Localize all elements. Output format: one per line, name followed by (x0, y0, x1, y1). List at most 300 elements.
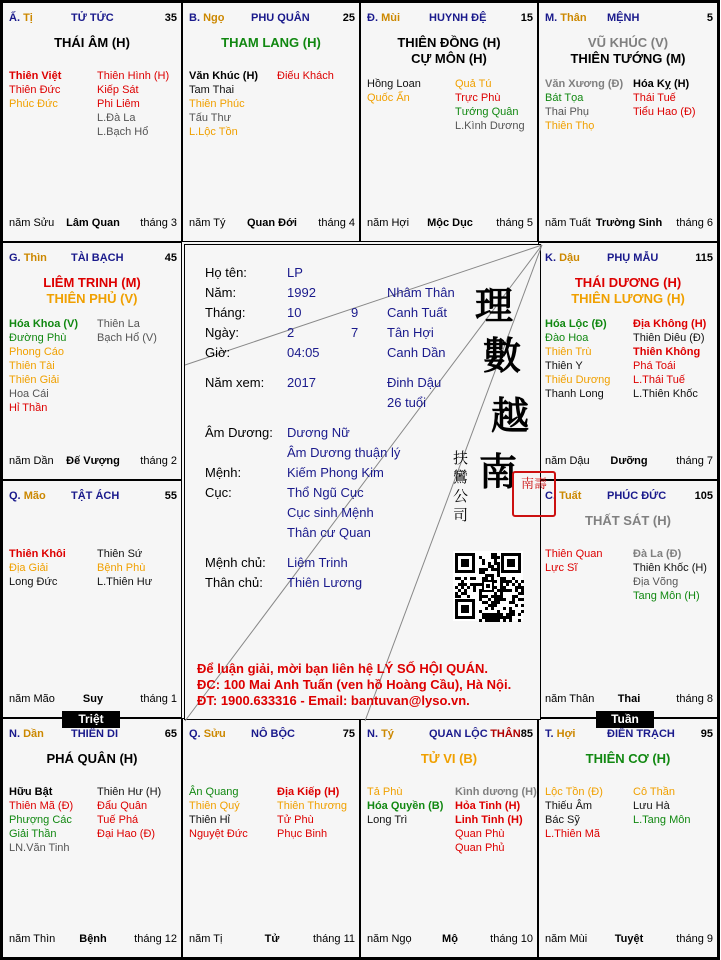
minor-star: Thiên Hỉ (189, 814, 230, 826)
minor-star: Thiên Khốc (H) (633, 562, 707, 574)
minor-star: L.Thái Tuế (633, 374, 685, 386)
minor-star: Thiên Quý (189, 800, 240, 812)
palace-footer (545, 455, 713, 469)
minor-star: Phong Cáo (9, 346, 65, 358)
palace-header (545, 12, 713, 28)
minor-star: Quả Tú (455, 78, 492, 90)
menh-label: Mệnh: (205, 465, 242, 480)
palace-position (9, 490, 46, 502)
palace-footer (9, 693, 177, 707)
month-value: 10 (287, 305, 302, 320)
minor-stars-left (189, 69, 277, 139)
palace-branch: Tuất (559, 490, 582, 502)
palace-number (165, 12, 177, 24)
minor-stars-left (545, 317, 633, 401)
minor-star: Địa Giải (9, 562, 49, 574)
minor-star: L.Thiên Mã (545, 828, 601, 840)
palace-number-value: 105 (694, 490, 713, 502)
palace-house-name: TÀI BẠCH (71, 252, 124, 264)
palace-month: tháng 2 (140, 455, 177, 467)
minor-star: Phá Toái (633, 360, 676, 372)
palace-prefix: N. (9, 728, 20, 740)
minor-star: Ân Quang (189, 786, 239, 798)
minor-star: Lực Sĩ (545, 562, 578, 574)
palace-phase: Tử (264, 933, 280, 945)
palace-month: tháng 1 (140, 693, 177, 705)
palace-header (189, 12, 355, 28)
minor-stars-right (455, 785, 543, 855)
minor-star: L.Tang Môn (633, 814, 691, 826)
palace-ty[interactable] (2, 2, 182, 242)
qr-code (453, 551, 523, 621)
palace-number-value: 15 (520, 12, 533, 24)
palace-footer (9, 455, 177, 469)
main-stars (3, 275, 181, 307)
palace-mui[interactable] (360, 2, 538, 242)
palace-house-name: QUAN LỘC (429, 728, 488, 740)
palace-prefix: Q. (9, 490, 21, 502)
hour-can-chi: Canh Dần (387, 345, 446, 360)
minor-star: Đường Phù (9, 332, 67, 344)
minor-star: Thiên Hình (H) (97, 70, 170, 82)
palace-number (707, 12, 713, 24)
red-seal: 南壽 (512, 471, 556, 517)
palace-phase: Mộc Dục (427, 217, 473, 229)
palace-prefix: C. (545, 490, 556, 502)
palace-phase: Dưỡng (610, 455, 648, 467)
palace-header (9, 728, 177, 744)
palace-year: năm Dần (9, 455, 54, 467)
minor-stars-left (9, 547, 97, 589)
day-label: Ngày: (205, 325, 239, 340)
main-star: VŨ KHÚC (V) (587, 35, 669, 50)
year-value: 1992 (287, 285, 316, 300)
palace-ngo[interactable] (182, 2, 360, 242)
than-marker: THÂN (490, 728, 521, 740)
palace-month: tháng 4 (318, 217, 355, 229)
palace-prefix: T. (545, 728, 554, 740)
day-value: 2 (287, 325, 295, 340)
palace-prefix: Ấ. (9, 12, 20, 24)
palace-number-value: 25 (342, 12, 355, 24)
calligraphy-signature (453, 449, 471, 525)
palace-position (9, 12, 33, 24)
minor-star: Thiên Trù (545, 346, 592, 358)
palace-month: tháng 3 (140, 217, 177, 229)
signature-character: 司 (453, 506, 469, 524)
palace-position (9, 252, 47, 264)
minor-star: Địa Không (H) (633, 318, 707, 330)
minor-stars-right (97, 69, 185, 139)
palace-phase: Suy (82, 693, 104, 705)
palace-year: năm Ngọ (367, 933, 412, 945)
palace-house-name: PHỤ MẪU (607, 252, 659, 264)
palace-month: tháng 12 (134, 933, 177, 945)
palace-number-value: 5 (706, 12, 713, 24)
palace-position (367, 728, 394, 740)
palace-header (367, 728, 533, 744)
palace-branch: Thân (560, 12, 587, 24)
minor-star: Thiên Quan (545, 548, 603, 560)
main-star: THẤT SÁT (H) (585, 513, 671, 528)
palace-house-name: THIÊN DI (71, 728, 119, 740)
palace-branch: Sửu (203, 728, 226, 740)
day-can-chi: Tân Hợi (387, 325, 434, 340)
minor-star: Thiên La (97, 318, 140, 330)
minor-star: Tiểu Hao (Đ) (633, 106, 696, 118)
palace-header (189, 728, 355, 744)
palace-position (189, 12, 224, 24)
palace-number-value: 45 (164, 252, 177, 264)
palace-phase: Lâm Quan (66, 217, 120, 229)
minor-stars-right (633, 547, 721, 603)
minor-star: Thái Tuế (633, 92, 676, 104)
palace-footer (367, 933, 533, 947)
am-duong-relation: Âm Dương thuận lý (287, 445, 401, 460)
palace-month: tháng 7 (676, 455, 713, 467)
minor-star: Địa Võng (633, 576, 679, 588)
palace-position (367, 12, 400, 24)
palace-header (545, 728, 713, 744)
palace-year: năm Thìn (9, 933, 56, 945)
palace-year: năm Sửu (9, 217, 55, 229)
palace-prefix: G. (9, 252, 21, 264)
minor-star: Thiên Diêu (Đ) (633, 332, 705, 344)
palace-prefix: Đ. (367, 12, 378, 24)
main-stars (539, 513, 717, 529)
month-can-chi: Canh Tuất (387, 305, 447, 320)
palace-number (695, 490, 713, 502)
main-star: THAM LANG (H) (221, 35, 321, 50)
main-star: LIÊM TRINH (M) (43, 275, 141, 290)
calligraphy-character: 理 (475, 283, 514, 328)
than-cu: Thân cư Quan (287, 525, 371, 540)
main-star: CỰ MÔN (H) (411, 51, 487, 66)
minor-star: Tam Thai (189, 84, 235, 96)
main-star: THIÊN LƯƠNG (H) (571, 291, 685, 306)
palace-dan[interactable] (2, 718, 182, 958)
name-label: Họ tên: (205, 265, 247, 280)
palace-position (545, 12, 587, 24)
main-star: THÁI DƯƠNG (H) (574, 275, 682, 290)
center-panel (184, 244, 547, 720)
palace-house-name: HUYNH ĐỆ (429, 12, 487, 24)
minor-star: Hóa Quyền (B) (367, 800, 444, 812)
minor-star: Nguyệt Đức (189, 828, 248, 840)
minor-stars-right (97, 785, 185, 841)
minor-stars-right (633, 785, 721, 827)
minor-star: Hồng Loan (367, 78, 421, 90)
palace-number-value: 55 (164, 490, 177, 502)
palace-number (343, 12, 355, 24)
hour-label: Giờ: (205, 345, 231, 360)
minor-star: Hữu Bật (9, 786, 53, 798)
minor-star: Tướng Quân (455, 106, 519, 118)
palace-footer (367, 217, 533, 231)
minor-stars-left (545, 785, 633, 841)
calligraphy-character: 越 (491, 393, 530, 438)
palace-tuat[interactable] (538, 480, 718, 718)
palace-header (9, 490, 177, 506)
minor-star: Thiên Hư (H) (97, 786, 162, 798)
contact-line: ĐT: 1900.633316 - Email: bantuvan@lyso.vn. (197, 693, 470, 708)
main-star: THÁI ÂM (H) (54, 35, 130, 50)
palace-dau[interactable] (538, 242, 718, 480)
minor-stars-left (189, 785, 277, 841)
minor-star: Tuế Phá (97, 814, 139, 826)
minor-star: Bạch Hổ (V) (97, 332, 157, 344)
minor-star: Hoa Cái (9, 388, 49, 400)
minor-star: Tử Phù (277, 814, 314, 826)
hour-value: 04:05 (287, 345, 320, 360)
main-stars (361, 751, 537, 767)
view-can-chi: Đinh Dậu (387, 375, 442, 390)
palace-number (490, 728, 533, 740)
palace-mao[interactable] (2, 480, 182, 718)
palace-footer (9, 933, 177, 947)
palace-year: năm Tý (189, 217, 226, 229)
palace-header (367, 12, 533, 28)
palace-position (9, 728, 44, 740)
month-label: Tháng: (205, 305, 246, 320)
minor-star: Kình dương (H) (455, 786, 537, 798)
minor-star: Văn Khúc (H) (189, 70, 259, 82)
minor-star: Địa Kiếp (H) (277, 786, 340, 798)
palace-prefix: N. (367, 728, 378, 740)
cuc-label: Cục: (205, 485, 232, 500)
minor-star: Trực Phù (455, 92, 501, 104)
minor-star: Quan Phủ (455, 842, 505, 854)
minor-star: Cô Thần (633, 786, 675, 798)
palace-number-value: 75 (342, 728, 355, 740)
am-duong-label: Âm Dương: (205, 425, 273, 440)
menh-chu-label: Mệnh chủ: (205, 555, 266, 570)
main-stars (3, 751, 181, 767)
palace-footer (189, 933, 355, 947)
palace-year: năm Mùi (545, 933, 588, 945)
minor-stars-left (9, 317, 97, 415)
palace-house-name: TẬT ÁCH (71, 490, 120, 502)
minor-star: L.Thiên Hư (97, 576, 153, 588)
minor-star: Long Đức (9, 576, 58, 588)
minor-star: L.Lộc Tồn (189, 126, 238, 138)
minor-star: Tả Phù (367, 786, 403, 798)
palace-footer (189, 217, 355, 231)
main-stars (539, 275, 717, 307)
minor-star: Hóa Khoa (V) (9, 318, 79, 330)
minor-star: Giải Thần (9, 828, 57, 840)
minor-star: Thiếu Dương (545, 374, 611, 386)
signature-character: 鸞 (453, 468, 469, 486)
palace-month: tháng 8 (676, 693, 713, 705)
minor-star: Thiên Việt (9, 70, 62, 82)
minor-stars-right (277, 785, 365, 841)
palace-house-name: NÔ BỘC (251, 728, 295, 740)
palace-than_[interactable] (538, 2, 718, 242)
minor-star: Thiên Đức (9, 84, 61, 96)
palace-header (9, 252, 177, 268)
palace-branch: Thìn (23, 252, 47, 264)
minor-star: Phượng Các (9, 814, 72, 826)
palace-number-value: 65 (164, 728, 177, 740)
palace-branch: Hợi (556, 728, 576, 740)
palace-header (545, 252, 713, 268)
year-label: Năm: (205, 285, 237, 300)
palace-number (165, 252, 177, 264)
palace-prefix: M. (545, 12, 558, 24)
minor-star: Phúc Đức (9, 98, 58, 110)
signature-character: 公 (453, 487, 469, 505)
minor-star: L.Thiên Khốc (633, 388, 698, 400)
minor-star: Hỉ Thần (9, 402, 48, 414)
main-stars (361, 35, 537, 67)
minor-star: Bệnh Phù (97, 562, 146, 574)
minor-star: Thiên Thọ (545, 120, 595, 132)
palace-year: năm Tị (189, 933, 223, 945)
palace-year: năm Hợi (367, 217, 410, 229)
palace-hoi[interactable] (538, 718, 718, 958)
day-lunar: 7 (351, 325, 359, 340)
than-chu-value: Thiên Lương (287, 575, 363, 590)
minor-star: Đà La (Đ) (633, 548, 682, 560)
minor-star: Hóa Kỵ (H) (633, 78, 690, 90)
palace-number-value: 115 (695, 252, 713, 264)
main-star: THIÊN ĐỒNG (H) (397, 35, 501, 50)
palace-number-value: 85 (520, 728, 533, 740)
minor-star: Thiên Phúc (189, 98, 245, 110)
minor-star: L.Kình Dương (455, 120, 525, 132)
minor-star: Kiếp Sát (97, 84, 139, 96)
minor-stars-left (9, 69, 97, 111)
month-lunar: 9 (351, 305, 359, 320)
palace-year: năm Tuất (545, 217, 591, 229)
palace-prefix: K. (545, 252, 556, 264)
minor-star: Phục Binh (277, 828, 328, 840)
minor-star: Phi Liêm (97, 98, 140, 110)
minor-star: L.Bạch Hổ (97, 126, 149, 138)
minor-star: Văn Xương (Đ) (545, 78, 624, 90)
palace-branch: Mùi (381, 12, 401, 24)
minor-star: Lộc Tồn (Đ) (545, 786, 603, 798)
minor-star: Bát Tọa (545, 92, 584, 104)
minor-stars-left (367, 785, 455, 827)
palace-position (189, 728, 226, 740)
menh-chu-value: Liêm Trinh (287, 555, 348, 570)
palace-number (521, 12, 533, 24)
palace-position (545, 252, 580, 264)
palace-month: tháng 9 (676, 933, 713, 945)
cuc-relation: Cục sinh Mệnh (287, 505, 374, 520)
minor-star: Thiên Y (545, 360, 583, 372)
palace-house-name: ĐIỀN TRẠCH (607, 728, 675, 740)
main-stars (3, 35, 181, 51)
palace-branch: Mão (23, 490, 46, 502)
palace-footer (545, 217, 713, 231)
palace-phase: Trường Sinh (595, 217, 663, 229)
minor-star: LN.Văn Tinh (9, 842, 70, 854)
palace-number (343, 728, 355, 740)
minor-star: Thiên Sứ (97, 548, 143, 560)
minor-star: Tấu Thư (189, 112, 232, 124)
palace-phase: Tuyệt (614, 933, 644, 945)
palace-prefix: B. (189, 12, 200, 24)
minor-stars-right (633, 317, 721, 401)
palace-prefix: Q. (189, 728, 201, 740)
minor-star: Thiên Giải (9, 374, 60, 386)
palace-position (545, 728, 575, 740)
main-star: THIÊN TƯỚNG (M) (570, 51, 686, 66)
palace-number-value: 95 (700, 728, 713, 740)
calligraphy-character: 南 (479, 449, 518, 494)
palace-house-name: MỆNH (607, 12, 640, 24)
minor-star: Linh Tinh (H) (455, 814, 523, 826)
palace-phase: Thai (617, 693, 641, 705)
palace-number (165, 728, 177, 740)
palace-month: tháng 11 (312, 933, 355, 945)
minor-star: Điếu Khách (277, 70, 334, 82)
minor-stars-right (455, 77, 543, 133)
palace-number (695, 252, 713, 264)
minor-stars-left (545, 547, 633, 575)
minor-star: Thiên Thương (277, 800, 348, 812)
palace-footer (545, 933, 713, 947)
minor-star: Đẩu Quân (97, 800, 148, 812)
palace-month: tháng 10 (490, 933, 533, 945)
palace-phase: Bệnh (79, 933, 107, 945)
palace-footer (545, 693, 713, 707)
name-value: LP (287, 265, 303, 280)
cuc-value: Thổ Ngũ Cục (287, 485, 364, 500)
minor-star: Quốc Ấn (367, 92, 410, 104)
than-chu-label: Thân chủ: (205, 575, 263, 590)
palace-header (9, 12, 177, 28)
palace-phase: Đế Vượng (66, 455, 120, 467)
main-stars (539, 35, 717, 67)
contact-info (197, 661, 511, 709)
minor-star: Thiếu Âm (545, 800, 593, 812)
palace-house-name: PHU QUÂN (251, 12, 310, 24)
main-star: THIÊN PHỦ (V) (46, 291, 138, 306)
triet-marker: Triệt (62, 711, 120, 728)
minor-stars-right (633, 77, 721, 119)
minor-stars-left (367, 77, 455, 105)
palace-month: tháng 6 (676, 217, 713, 229)
palace-thin[interactable] (2, 242, 182, 480)
palace-suu[interactable] (182, 718, 360, 958)
contact-line: ĐC: 100 Mai Anh Tuấn (ven hồ Hoàng Cầu), Hà Nội. (197, 677, 512, 692)
minor-stars-left (9, 785, 97, 855)
minor-star: Thanh Long (545, 388, 604, 400)
palace-number (165, 490, 177, 502)
minor-star: Bác Sỹ (545, 814, 580, 826)
palace-ty2[interactable] (360, 718, 538, 958)
main-stars (539, 751, 717, 767)
palace-branch: Dần (23, 728, 44, 740)
main-star: TỬ VI (B) (420, 751, 478, 766)
minor-star: Long Trì (367, 814, 408, 826)
minor-star: Lưu Hà (633, 800, 670, 812)
view-year-label: Năm xem: (205, 375, 265, 390)
minor-star: Đào Hoa (545, 332, 589, 344)
minor-star: Thiên Mã (Đ) (9, 800, 74, 812)
main-stars (183, 35, 359, 51)
main-star: THIÊN CƠ (H) (585, 751, 671, 766)
view-year-value: 2017 (287, 375, 316, 390)
minor-stars-right (277, 69, 365, 83)
year-can-chi: Nhâm Thân (387, 285, 455, 300)
minor-star: Thiên Khôi (9, 548, 66, 560)
minor-star: Quan Phù (455, 828, 505, 840)
